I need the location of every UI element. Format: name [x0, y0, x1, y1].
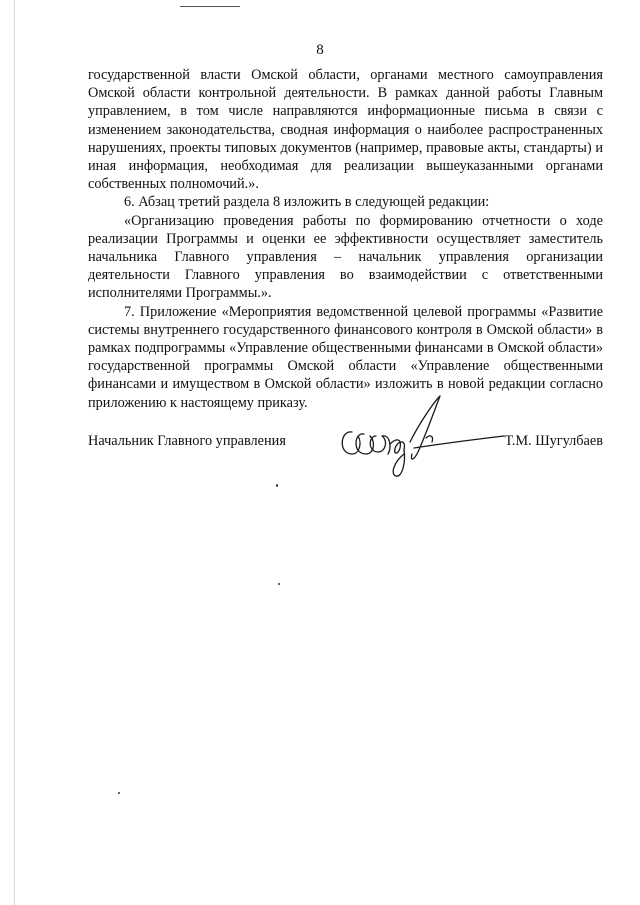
scan-speck [118, 792, 120, 794]
paragraph-quote: «Организацию проведения работы по формированию отчетности о ходе реализации Программы и оценки ее эффективности осуществляет заместитель начальника Главного управления – начальник управления организации деятельности Главного управления во взаимодействии с ответственными исполнителями Программы.». [88, 212, 603, 302]
paragraph-item-6: 6. Абзац третий раздела 8 изложить в следующей редакции: [124, 194, 490, 211]
scan-speck [276, 484, 278, 487]
signatory-position: Начальник Главного управления [88, 433, 286, 449]
scan-speck [278, 583, 280, 585]
scan-edge [14, 0, 15, 905]
signatory-name: Т.М. Шугулбаев [504, 433, 603, 449]
scan-artifact-line [180, 6, 240, 7]
document-body [88, 66, 603, 412]
paragraph-continuation: государственной власти Омской области, органами местного самоуправления Омской области контрольной деятельности. В рамках данной работы Главным управлением, в том числе направляются информационные письма в связи с изменением законодательства, сводная информация о наиболее распространенных нарушениях, проекты типовых документов (например, правовые акты, стандарты) и иная информация, необходимая для реализации вышеуказанными органами собственных полномочий.». [88, 67, 603, 193]
page-number: 8 [316, 42, 324, 58]
paragraph-item-7: 7. Приложение «Мероприятия ведомственной целевой программы «Развитие системы внутреннего государственного финансового контроля в Омской области» в рамках подпрограммы «Управление общественными финансами в Омской области» государственной программы Омской области «Управление общественными финансами и имуществом в Омской области» изложить в новой редакции согласно приложению к настоящему приказу. [88, 303, 603, 411]
signature-block [88, 433, 603, 453]
